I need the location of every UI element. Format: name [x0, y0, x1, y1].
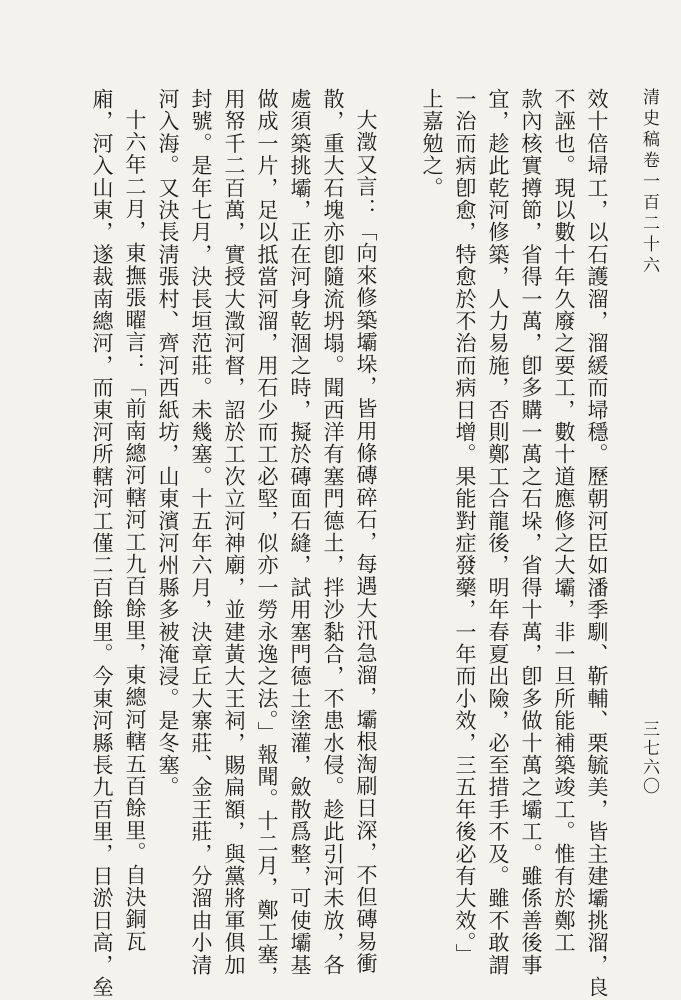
text-column: 上嘉勉之。 [420, 88, 444, 199]
text-column: 十六年二月，東撫張曜言：「前南總河轄河工九百餘里，東總河轄五百餘里。自決銅瓦 [123, 109, 147, 953]
text-column: 款內核實撙節，省得一萬，卽多購一萬之石垛，省得十萬，卽多做十萬之壩工。雖係善後事 [519, 88, 543, 976]
text-column: 做成一片，足以抵當河溜，用石少而工必堅，似亦一勞永逸之法。」報聞。十二月，鄭工塞， [255, 88, 279, 988]
text-block [85, 88, 613, 999]
text-column: 宜，趁此乾河修築，人力易施，否則鄭工合龍後，明年春夏出險，必至措手不及。雖不敢謂 [486, 88, 510, 976]
text-column: 效十倍埽工，以石護溜，溜緩而埽穩。歷朝河臣如潘季馴、靳輔、栗毓美，皆主建壩挑溜，良 [585, 88, 609, 999]
text-column: 封號。是年七月，決長垣范莊。未幾塞。十五年六月，決章丘大寨莊、金王莊，分溜由小清 [189, 88, 213, 976]
text-column: 河入海。又決長淸張村、齊河西紙坊，山東濱河州縣多被淹浸。是冬塞。 [156, 88, 180, 799]
text-column: 不誣也。現以數十年久廢之要工，數十道應修之大壩，非一旦所能補築竣工。惟有於鄭工 [552, 88, 576, 954]
running-head: 清史稿卷一百二十六 [639, 88, 659, 277]
text-column: 廂，河入山東，遂裁南總河，而東河所轄河工僅二百餘里。今東河縣長九百里，日淤日高，垒 [90, 88, 114, 999]
text-column: 處須築挑壩，正在河身乾涸之時，擬於磚面石縫，試用塞門德土塗灌，斂散爲整，可使壩基 [288, 88, 312, 976]
text-column: 一治而病卽愈，特愈於不治而病日增。果能對症發藥，一年而小效，三五年後必有大效。」 [453, 88, 477, 966]
text-column: 大澂又言：「向來修築壩垛，皆用條磚碎石，每遇大汛急溜，壩根淘刷日深，不但磚易衝 [354, 109, 378, 975]
text-column: 散，重大石塊亦卽隨流坍塌。聞西洋有塞門德土，拌沙黏合，不患水侵。趁此引河未放，各 [321, 88, 345, 976]
text-column: 用帑千二百萬，實授大澂河督，詔於工次立河神廟，並建黃大王祠，賜扁額，與黨將軍俱加 [222, 88, 246, 976]
page-number: 三七六〇 [639, 720, 659, 796]
